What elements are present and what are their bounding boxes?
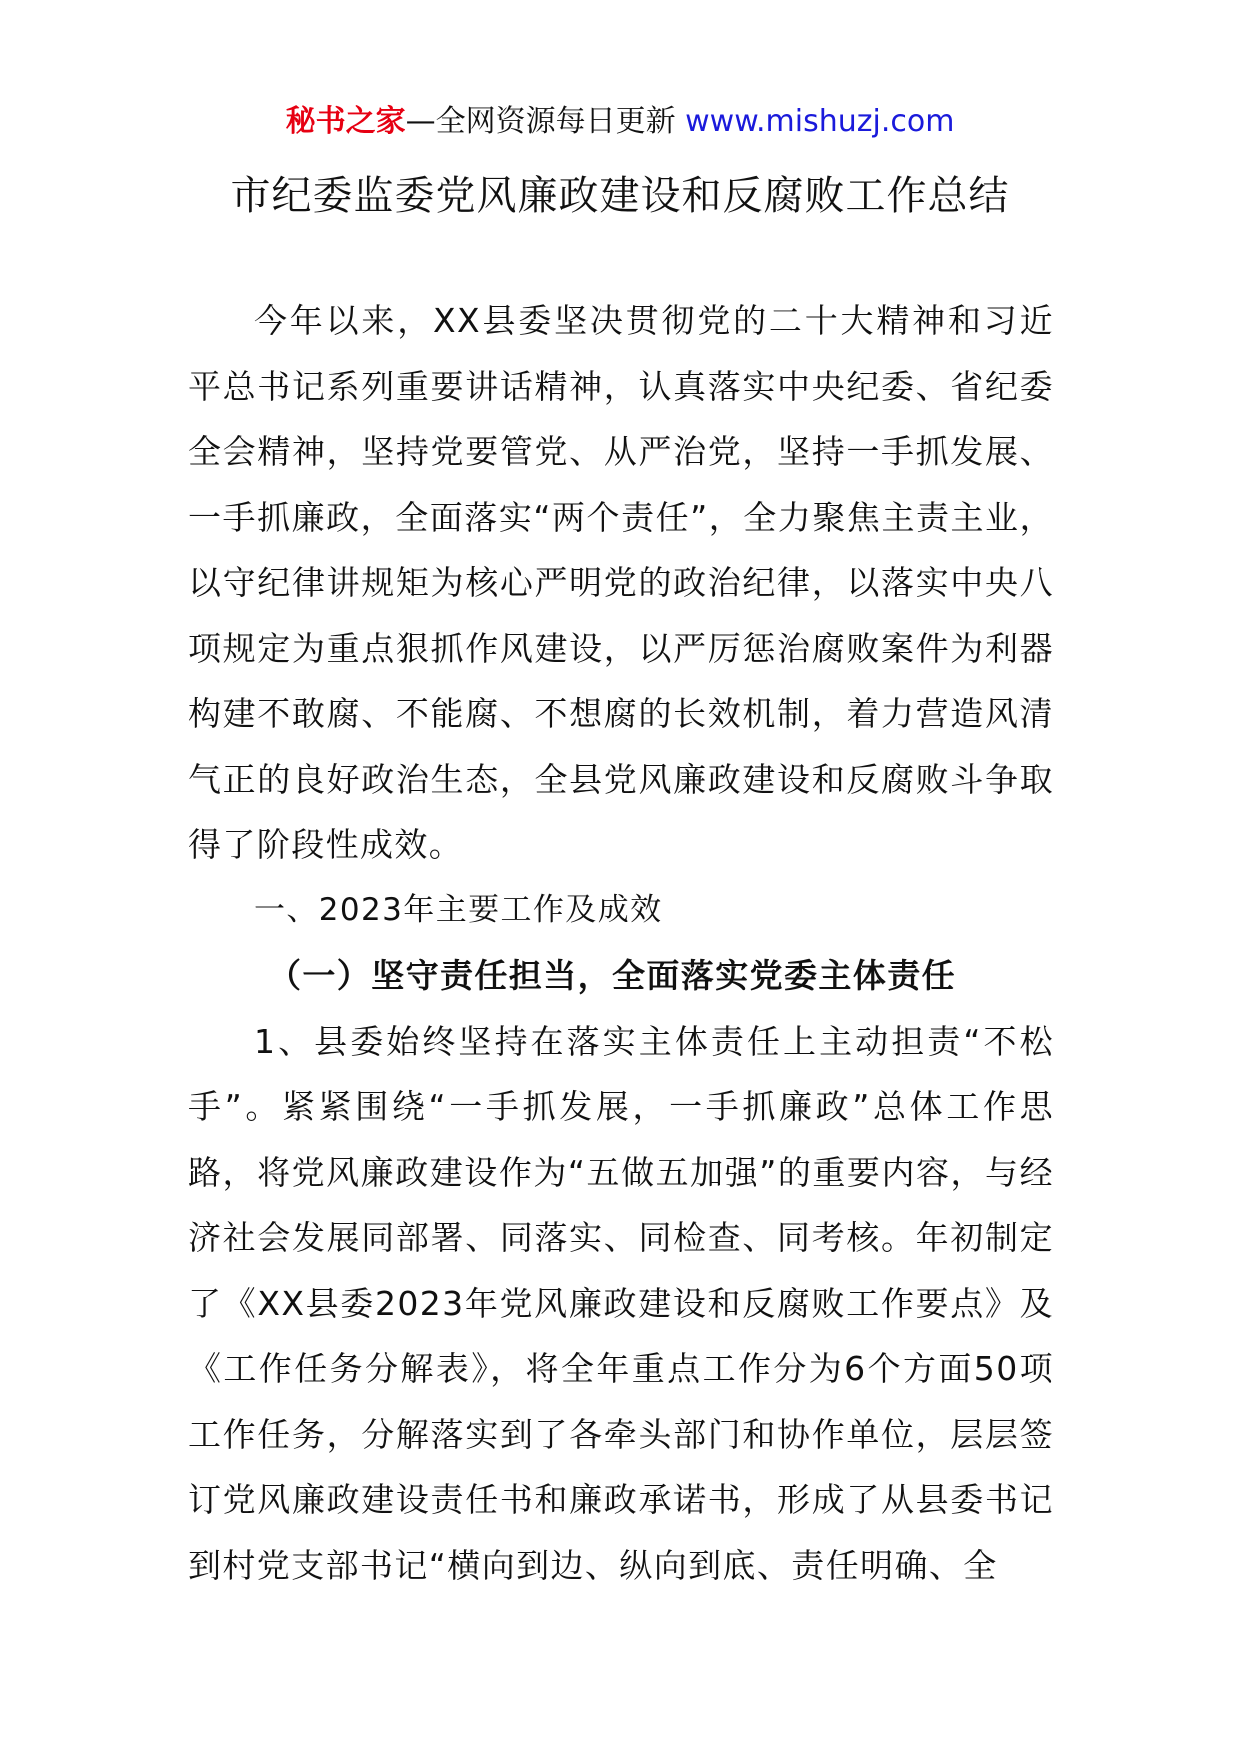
- header-tagline: —全网资源每日更新: [405, 104, 686, 139]
- section-heading: 一、2023年主要工作及成效: [254, 891, 663, 928]
- document-title: 市纪委监委党风廉政建设和反腐败工作总结: [230, 173, 1010, 219]
- subsection-heading: （一）坚守责任担当，全面落实党委主体责任: [268, 956, 956, 995]
- item-paragraph: 1、县委始终坚持在落实主体责任上主动担责“不松手”。紧紧围绕“一手抓发展，一手抓廉政”总体工作思路，将党风廉政建设作为“五做五加强”的重要内容，与经济社会发展同部署、同落实、同检查、同考核。年初制定了《XX县委2023年党风廉政建设和反腐败工作要点》及《工作任务分解表》，将全年重点工作分为6个方面50项工作任务，分解落实到了各牵头部门和协作单位，层层签订党风廉政建设责任书和廉政承诺书，形成了从县委书记到村党支部书记“横向到边、纵向到底、责任明确、全: [188, 1021, 1054, 1585]
- brand-name: 秘书之家: [285, 104, 406, 139]
- intro-paragraph: 今年以来，XX县委坚决贯彻党的二十大精神和习近平总书记系列重要讲话精神，认真落实中央纪委、省纪委全会精神，坚持党要管党、从严治党，坚持一手抓发展、一手抓廉政，全面落实“两个责任”，全力聚焦主责主业，以守纪律讲规矩为核心严明党的政治纪律，以落实中央八项规定为重点狠抓作风建设，以严厉惩治腐败案件为利器构建不敢腐、不能腐、不想腐的长效机制，着力营造风清气正的良好政治生态，全县党风廉政建设和反腐败斗争取得了阶段性成效。: [188, 301, 1054, 864]
- watermark-header: [0, 100, 1240, 144]
- document-body: [188, 288, 1054, 1598]
- website-link[interactable]: www.mishuzj.com: [685, 104, 955, 139]
